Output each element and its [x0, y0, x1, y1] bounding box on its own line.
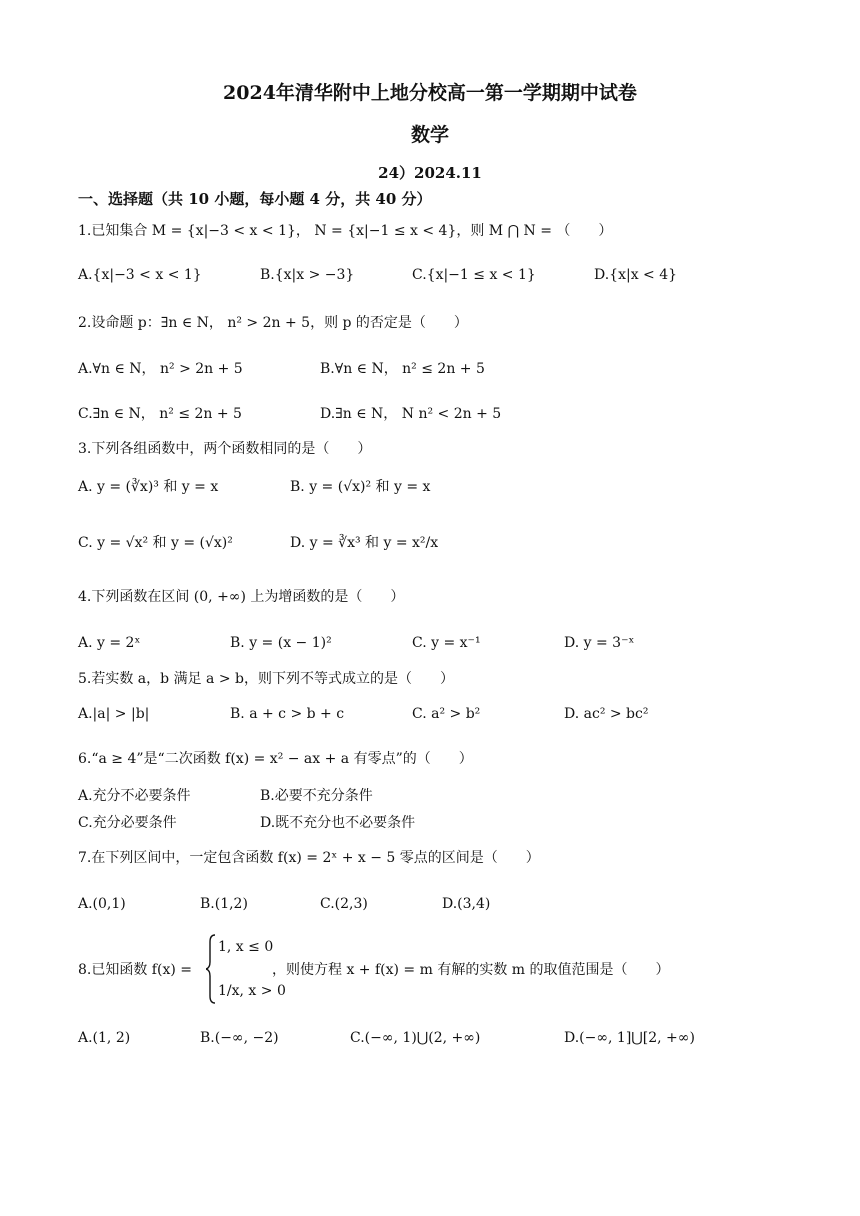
question-7-stem: 7.在下列区间中，一定包含函数 f(x) = 2ˣ + x − 5 零点的区间是（ ） [78, 850, 540, 866]
question-3-option-a: A. y = (∛x)³ 和 y = x [78, 479, 219, 495]
exam-title: 2024年清华附中上地分校高一第一学期期中试卷 [223, 82, 637, 104]
exam-date-code: 24）2024.11 [378, 164, 482, 182]
question-6-option-c: C.充分必要条件 [78, 815, 177, 831]
question-6-option-a: A.充分不必要条件 [78, 788, 191, 804]
question-7-option-d: D.(3,4) [442, 896, 491, 912]
question-2-option-b: B.∀n ∈ N， n² ≤ 2n + 5 [320, 361, 485, 377]
piecewise-case-1: 1, x ≤ 0 [218, 939, 274, 955]
question-1-stem: 1.已知集合 M = {x|−3 < x < 1}， N = {x|−1 ≤ x < 4}，则 M ⋂ N = （ ） [78, 223, 613, 239]
question-7-option-b: B.(1,2) [200, 896, 248, 912]
question-4-option-d: D. y = 3⁻ˣ [564, 635, 635, 651]
question-1-option-b: B.{x|x > −3} [260, 267, 355, 283]
question-2-option-a: A.∀n ∈ N， n² > 2n + 5 [78, 361, 243, 377]
brace-icon [206, 934, 216, 1004]
question-8-option-a: A.(1, 2) [78, 1030, 131, 1046]
question-3-option-b: B. y = (√x)² 和 y = x [290, 479, 431, 495]
piecewise-brace [206, 934, 216, 1004]
question-7-option-a: A.(0,1) [78, 896, 126, 912]
question-8-option-b: B.(−∞, −2) [200, 1030, 279, 1046]
question-1-option-d: D.{x|x < 4} [594, 267, 678, 283]
question-8-stem-suffix: ，则使方程 x + f(x) = m 有解的实数 m 的取值范围是（ ） [272, 962, 670, 978]
question-4-option-c: C. y = x⁻¹ [412, 635, 481, 651]
question-5-option-b: B. a + c > b + c [230, 706, 345, 722]
question-2-option-d: D.∃n ∈ N， N n² < 2n + 5 [320, 406, 502, 422]
question-2-option-c: C.∃n ∈ N， n² ≤ 2n + 5 [78, 406, 242, 422]
question-1-option-c: C.{x|−1 ≤ x < 1} [412, 267, 536, 283]
question-8-option-d: D.(−∞, 1]⋃[2, +∞) [564, 1030, 695, 1046]
question-3-option-d: D. y = ∛x³ 和 y = x²/x [290, 535, 439, 551]
question-5-option-a: A.|a| > |b| [78, 706, 150, 722]
question-3-option-c: C. y = √x² 和 y = (√x)² [78, 535, 233, 551]
question-3-stem: 3.下列各组函数中，两个函数相同的是（ ） [78, 441, 372, 457]
question-6-option-d: D.既不充分也不必要条件 [260, 815, 416, 831]
question-6-stem: 6.“a ≥ 4”是“二次函数 f(x) = x² − ax + a 有零点”的（ ） [78, 751, 473, 767]
question-2-stem: 2.设命题 p：∃n ∈ N， n² > 2n + 5，则 p 的否定是（ ） [78, 315, 468, 331]
question-4-option-b: B. y = (x − 1)² [230, 635, 332, 651]
section-heading: 一、选择题（共 10 小题，每小题 4 分，共 40 分） [78, 190, 432, 208]
question-6-option-b: B.必要不充分条件 [260, 788, 373, 804]
question-1-option-a: A.{x|−3 < x < 1} [78, 267, 202, 283]
question-5-option-c: C. a² > b² [412, 706, 481, 722]
piecewise-case-2: 1/x, x > 0 [218, 983, 286, 999]
question-5-option-d: D. ac² > bc² [564, 706, 649, 722]
question-4-stem: 4.下列函数在区间 (0, +∞) 上为增函数的是（ ） [78, 589, 405, 605]
question-8-option-c: C.(−∞, 1)⋃(2, +∞) [350, 1030, 481, 1046]
question-7-option-c: C.(2,3) [320, 896, 368, 912]
exam-subject: 数学 [410, 124, 449, 146]
question-5-stem: 5.若实数 a，b 满足 a > b，则下列不等式成立的是（ ） [78, 671, 454, 687]
question-8-stem-prefix: 8.已知函数 f(x) = [78, 962, 192, 978]
question-4-option-a: A. y = 2ˣ [78, 635, 141, 651]
